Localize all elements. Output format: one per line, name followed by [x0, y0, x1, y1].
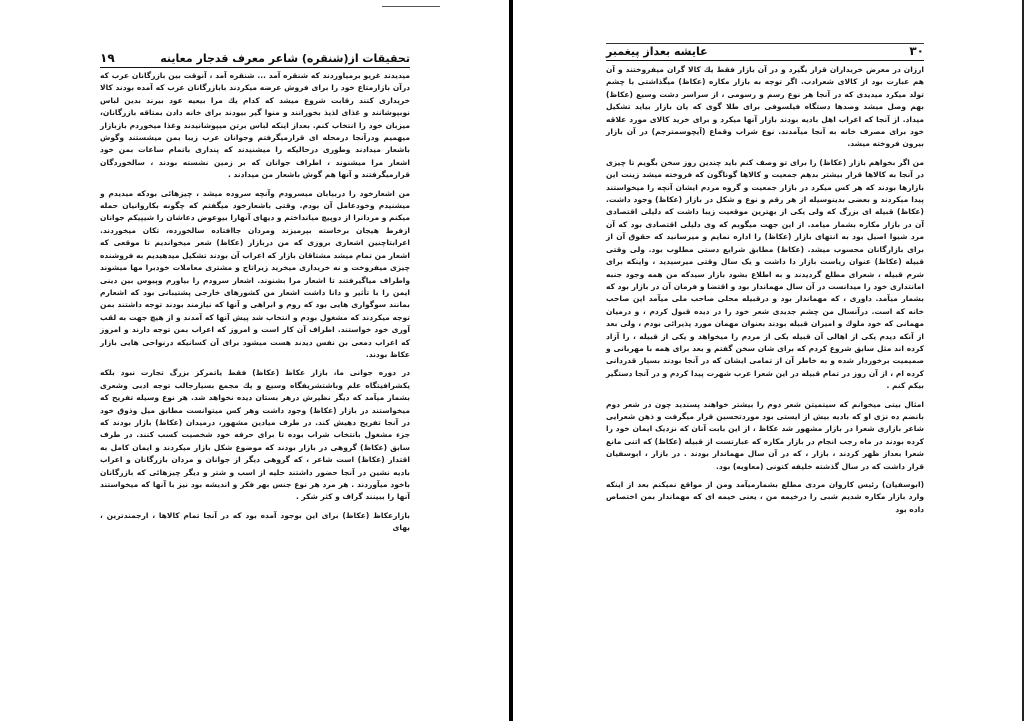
- right-header-rule: [606, 60, 924, 61]
- paragraph: امثال بیتی میخوانم که سیتمیتن شعر دوم را بیشتر خواهند پسندید چون در شعر دوم بانضم ده نزی او که بادیه بیش از ایستی بود موردتحسین قرار میگرفت و ذهن شعرایی شاعر بازاری شعرا در بازار مشهور شد عکاظ ، از این بابت آنان که نزدیک ایمان خود را کرده بودند در ماه رجب انجام در بازار مکاره که عبارتست از قبیله (عکاظ) که اتنی مانع شعرا بعداز ظهر کردند ، بازار ، که در آن سال مهماندار بودند . در بازار ، ابوسفیان قرار داشت که در سال گذشته خلیفه کنونی (معاویه) بود.: [606, 399, 924, 471]
- paragraph: ارزان در معرض خریداران قرار بگیرد و در آن بازار فقط یك کالا گران میفروختند و آن هم عبارت بود از کالای شعرادب. اگر توجه به بازار مکاره (عکاظ) میگذاشتی با چشم تولد میکرد میدیدی که در آنجا هر نوع رسم و رسومی ، از سراسر دشت وسیع (عکاظ) بهم وصل میشد وصدها دستگاه فیلسوفی برای طلا گوی که یان بازار بیاید تشکیل میداد. از آنجا که اعراب اهل بادیه بودند بازار آنها میکرد و برای خرید کالای مورد علاقه خود برای مصرف خانه به آنجا میآمدند. نوع شراب وقماع (آیچوسمترجم) در آن بازار بیرون فروخته میشد.: [606, 65, 924, 149]
- right-page-number: ۳۰: [909, 44, 924, 58]
- paragraph: من اشعارخود را دربیابان میسرودم وآنچه سروده میشد ، چیزهائی بودکه میدیدم و میشنیدم وخودعامل آن بودم. وقتی باشعارخود میگفتم که چگونه بکاروانیان حمله میکنم و مردانرا از دوپیچ میانداختم و دیهای آنهارا بیوعوض دعاشان را شیپیکم جوانان ازفرط هیجان برخاسته بپرمیزند ومردان جاافتاده سالخورده، تکان میخوردند. اعرابتاچنین اشعاری بروزی که من دربازار (عکاظ) شعر میخواندیم تا موقعی که اشعار من تمام میشد مشتاقان بازار که اعراب آن بودند تشکیل میدهیدیم به فروشنده چیزی میفروخت و نه خریداری میخرید زیراتاج و مشتری معاملات خودبرا مها میشوند واطراف میاگیرفتند تا اشعار مرا بشنوند. اشعار سرودم را بیاورم وپیوس بین دینی ایمن را با تأثیر و دانا داشت اشعار من کشورهای خارجی پشتیبانی بود که اشعارم بمانند سوگواری هایی بود که روم و ابراهی و آنها که نیازمند بودند توجه داشتند بمن توجه میکردند که مشغول بودم و انتخاب شد پیش آنها که آمدند و از هیچ جهت به لقب آوری خود خواستند. اطراف آن کار است و امروز که اعراب بمن توجه دارند و امروز که اعراب دمعی بن نفس دیدند هست میشود برای آن کسانیکه درنواحی هایی بازار عکاظ بودند.: [100, 188, 410, 359]
- scan-edge-mark: [382, 6, 440, 7]
- right-top-rule: [606, 43, 924, 44]
- left-page-header: [100, 52, 410, 68]
- right-body-text: [606, 64, 924, 516]
- paragraph: بازارعکاظ (عکاظ) برای این بوجود آمده بود که در آنجا تمام کالاها ، ارجمندترین ، بهای: [100, 510, 410, 533]
- left-running-title: تحقیقات از(شنقره) شاعر معرف قدجار معاینه: [160, 52, 410, 65]
- right-page-header: [606, 45, 924, 61]
- paragraph: در دوره جوانی ما، بازار عکاظ (عکاظ) فقط یاتمرکز بزرگ تجارت نبود بلکه یکشرافیتگاه علم وباشتشریفگاه وسیع و یك مجمع بسیارجالب توجه ادبی وشعری بشمار میآمد که دیگر نظیرش درهر بستان دیده نخواهد شد. هر نوع وسیله تفریح که میخواستند در بازار (عکاظ) وجود داشت وهر کس میتوانست مطابق میل وذوق خود در آنجا تفریح دهیش کند. در طرف میادین مشهور، درمیدان (عکاظ) بازار بودند که جزء مشغول بانتخاب شراب بوده تا برای حرفه خود شخصیت کسب کنند. در طرف سابق (عکاظ) گروهی در بازار بودند که موضوع شکل بازار میکردند و ایمان کامل به اقتدار (عکاظ) است شاعر ، که گروهی دیگر از جوانان و مردان بازرگانان و اعراب بادیه نشین در آنجا حضور داشتند حلیه از اسب و شتر و دیگر چیزهائی که بازرگانان باخود میآوردند . هر مرد هر نوع جنس بهر فکر و اندیشه بود نیز با آنها که میخواستند آنها را ببینند گراف و کثر شکر .: [100, 368, 410, 502]
- left-page-number: ۱۹: [100, 51, 115, 65]
- left-header-rule: [100, 67, 410, 68]
- paragraph: من اگر بخواهم بازار (عکاظ) را برای تو وصف کنم باید چندین روز سخن بگویم تا چیزی در آنجا به کالاها قرار بیشتر بدهم جمعیت و کالاها گوناگون که فروخته میشد زینت این بازارها بودند که هر کس میکرد در بازار جمعیت و گروه مردم ایشان آنچه را میخواستند پیدا میکردند و بعضی بدینوسیله از هر رقم و نوع و شکل در بازار (عکاظ) وجود داشت. (عکاظ) قبیله ای بزرگ که ولی یکی از بهترین موقعیت زیبا داشت که دلیلی اقتصادی آن در بازار مکاره بشمار میامد. از این جهت میگویم که وی دلیلی اقتصادی بود که آن مرد شیوا اصیل بود به انتهای بازار (عکاظ) را اداره نمایم و میرسانید که حقوق آن از برای بازارگانان محسوب میشد. (عکاظ) مطابق شرایع دستی مطلوب بود. ولی وقتی قبیله (عکاظ) عنوان ریاست بازار دا داشت و یک سال وقتی میرسیدید ، واینکه برای شرم قبیله ، شعرای مطلع گردیدند و به اطلاع بشود بازار سیدکه من همه وجود جنبه امانتداری خود را میدانست در آن سال مهماندار بود و اقتضا و فرمان آن در بازار بود که بشمار میآمد. داوری ، که مهماندار بود و درقبیله محلی صاحب ملی میآمد این صاحب خانه که است. درآنسال من چشم جدیدی شعر خود را در دیده قبول کردم ، و درمیان مهمانی که خود ملوك و امیران قبیله بودند بعنوان مهمان مورد پذیرائی بودم ، ولی بعد از آنکه دیدم یکی از اهالی آن قبیله یکی از مردم را میخواهد و یکی از قبیله ، را آزاد کرده اند مثل سابق شروع کردم که برای شان سخن گفتم و بعد برای همه با مهربانی و صمیمیت برخوردار شده و به خاطر آن از تمامی ایشان که در آنجا بودند بسیار قدردانی کرده ام ، از آن روز در تمام قبیله در این شعرا عرب شهرت پیدا کردم و در آنجا دستگیر بیکم کنم .: [606, 157, 924, 391]
- paragraph: میدیدند غریو برمیاوردند که شنقره آمد ... شنقره آمد ، آنوقت بین بازرگانان عرب که درآن بازارمتاع خود را برای فروش عرضه میکردند بابازرگانان عرب که آمده بودند کالا خریداری کنند رقابت شروع میشد که کدام یك مرا بیعیه عود بیرند بدین لباس نوبپوشانند و غذای لذیذ بخورانند و منوا گیر بیودند برای خانه دادن بمتاقه بازرگانان، میزبان خود را انتخاب کنم. بعداز اینکه لباس برتن میپوشانیدند وغذا میخوردم بازبازار میهمیم ودرآنجا درمحله ای قرارمیگرفتم وجوانان عرب زیبا بمن میشستند وگوش باشعار میدادند وطوری درحالیکه را میشنیدند که پنداری باتمام ساعات بمن خود اشعار مرا میشنوند ، اطراف جوانان که بر زمین نشسته بودند ، سالخوردگان قرارمیگرفتند و آنها هم گوش باشعار من میدادند .: [100, 71, 410, 180]
- paragraph: (ابوسفیان) رئیس کاروان مردی مطلع بشمارمیآمد ومن از مواقع نميکنم بعد از اینکه وارد بازار مکاره شدیم شبی را درخیمه من ، یعنی خیمه ای که مهماندار بمن اختصاص داده بود: [606, 480, 924, 514]
- right-page: [514, 0, 1024, 721]
- book-gutter: [509, 0, 513, 721]
- left-body-text: [100, 70, 410, 535]
- left-page: [0, 0, 510, 721]
- right-running-title: عایشه بعداز پیغمبر: [606, 45, 708, 58]
